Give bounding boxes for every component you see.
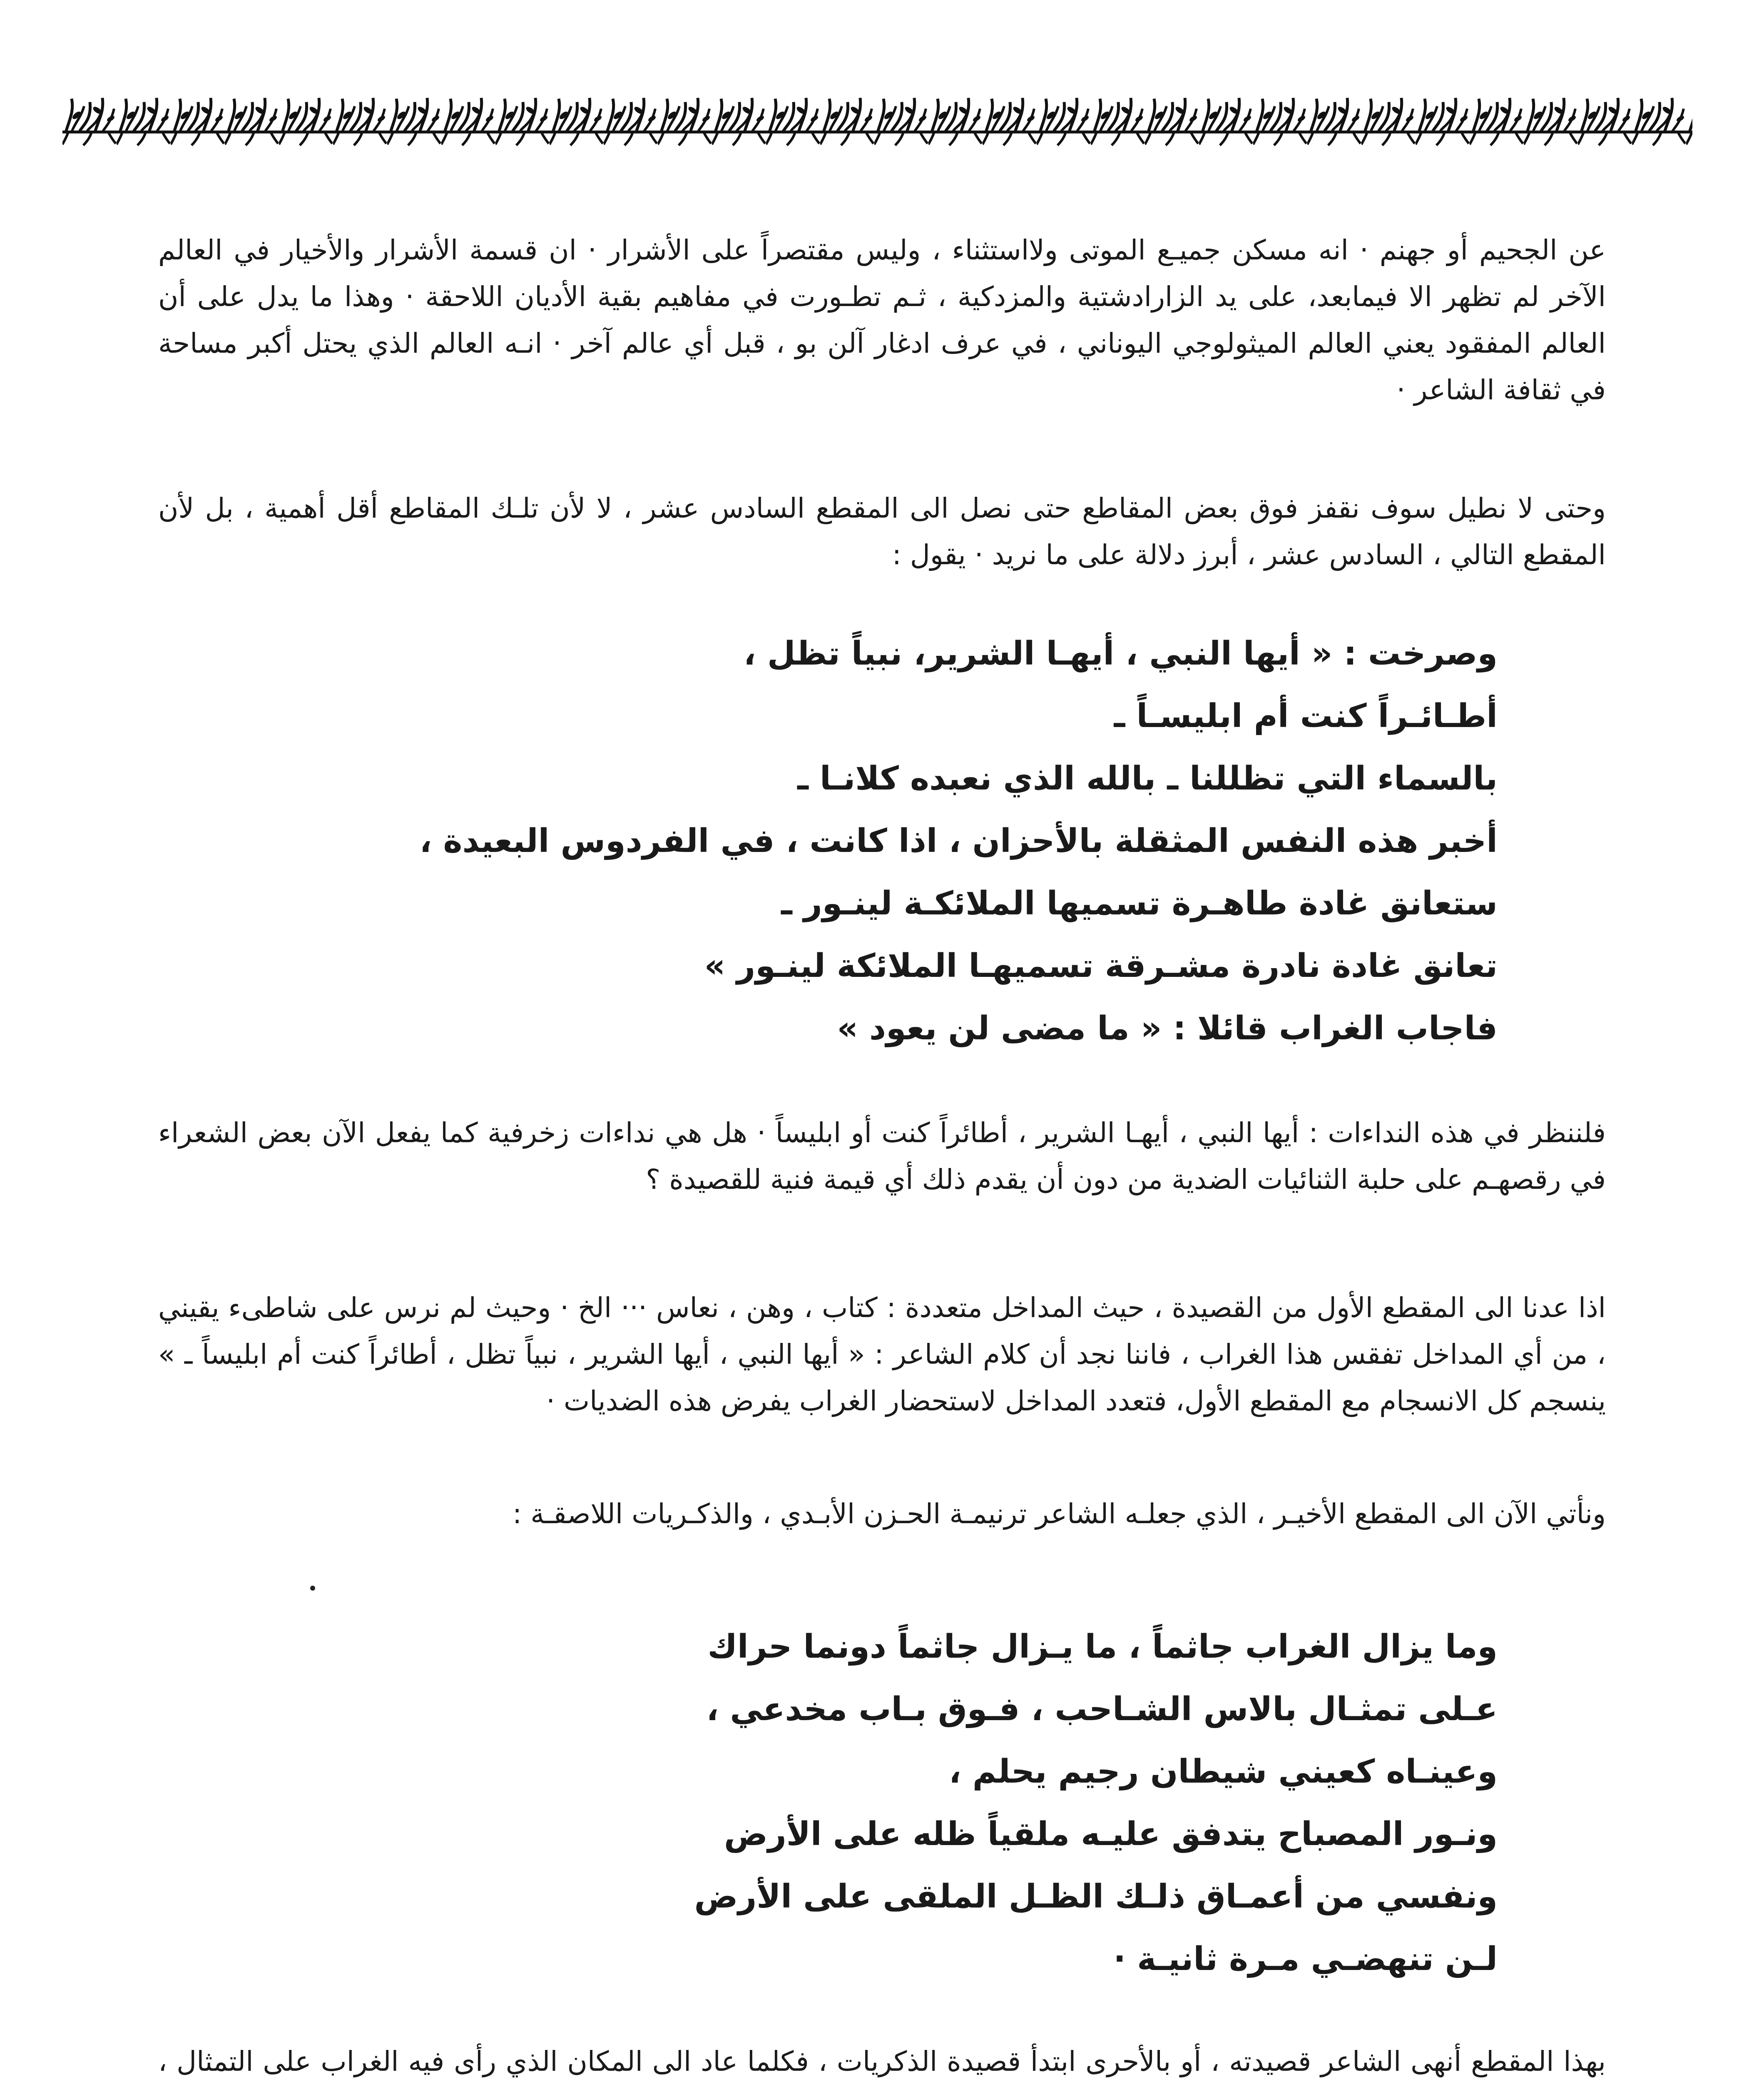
paragraph-text: بهذا المقطع أنهى الشاعر قصيدته ، أو بالأحرى ابتدأ قصيدة الذكريات ، فكلما عاد الى المكان الذي رأى فيه الغراب على التمثال ،: [158, 2045, 1606, 2077]
paragraph-2: [158, 485, 1606, 578]
stray-mark: [310, 1586, 315, 1591]
paragraph-text: اذا عدنا الى المقطع الأول من القصيدة ، حيث المداخل متعددة : كتاب ، وهن ، نعاس ··· الخ · وحيث لم نرس على شاطىء يقيني ، من أي المداخل تفقس هذا الغراب ، فاننا نجد أن كلام الشاعر : « أيها النبي ، أيها الشرير ، نبياً تظل ، أطائراً كنت أم ابليساً ـ » ينسجم كل الانسجام مع المقطع الأول، فتعدد المداخل لاستحضار الغراب يفرض هذه الضديات ·: [158, 1292, 1606, 1417]
poem-line: وصرخت : « أيها النبي ، أيهـا الشرير، نبياً تظل ،: [744, 635, 1498, 672]
poem-line: ونـور المصباح يتدفق عليـه ملقياً ظله على الأرض: [724, 1816, 1498, 1853]
paragraph-text: وحتى لا نطيل سوف نقفز فوق بعض المقاطع حتى نصل الى المقطع السادس عشر ، لا لأن تلـك المقاطع أقل أهمية ، بل لأن المقطع التالي ، السادس عشر ، أبرز دلالة على ما نريد · يقول :: [158, 492, 1606, 571]
poem-line: ستعانق غادة طاهـرة تسميها الملائكـة لينـور ـ: [781, 885, 1498, 922]
poem-line: وعينـاه كعيني شيطان رجيم يحلم ،: [949, 1753, 1498, 1791]
paragraph-text: عن الجحيم أو جهنم · انه مسكن جميـع الموتى ولااستثناء ، وليس مقتصراً على الأشرار · ان قسمة الأشرار والأخيار في العالم الآخر لم تظهر الا فيمابعد، على يد الزارادشتية والمزدكية ، ثـم تطـورت في مفاهيم بقية الأديان اللاحقة · وهذا ما يدل على أن العالم المفقود يعني العالم الميثولوجي اليوناني ، في عرف ادغار آلن بو ، قبل أي عالم آخر · انـه العالم الذي يحتل أكبر مساحة في ثقافة الشاعر ·: [158, 234, 1606, 406]
poem-stanza-16: [165, 623, 1498, 1060]
poem-line: تعانق غادة نادرة مشـرقة تسميهـا الملائكة لينـور »: [704, 947, 1498, 985]
poem-line: وما يزال الغراب جاثماً ، ما يـزال جاثماً دونما حراك: [707, 1628, 1498, 1666]
paragraph-text: ونأتي الآن الى المقطع الأخيـر ، الذي جعلـه الشاعر ترنيمـة الحـزن الأبـدي ، والذكـريات اللاصقـة :: [513, 1498, 1606, 1530]
poem-line: ونفسي من أعمـاق ذلـك الظـل الملقى على الأرض: [694, 1878, 1498, 1915]
poem-line: بالسماء التي تظللنا ـ بالله الذي نعبده كلانـا ـ: [797, 760, 1498, 797]
poem-final-stanza: [249, 1616, 1498, 1990]
paragraph-text: فلننظر في هذه النداءات : أيها النبي ، أيهـا الشرير ، أطائراً كنت أو ابليساً · هل هي نداءات زخرفية كما يفعل الآن بعض الشعراء في رقصهـم على حلبة الثنائيات الضدية من دون أن يقدم ذلك أي قيمة فنية للقصيدة ؟: [158, 1117, 1606, 1195]
poem-line: عـلى تمثـال بالاس الشـاحب ، فـوق بـاب مخدعي ،: [706, 1691, 1498, 1728]
paragraph-5: [158, 1491, 1606, 1537]
poem-line: لـن تنهضـي مـرة ثانيـة ·: [1113, 1940, 1498, 1978]
paragraph-3: [158, 1110, 1606, 1203]
poem-line: أخبر هذه النفس المثقلة بالأحزان ، اذا كانت ، في الفردوس البعيدة ،: [419, 822, 1498, 860]
poem-line: أطـائـراً كنت أم ابليسـاً ـ: [1114, 697, 1498, 735]
decorative-vine-border-icon: [62, 94, 1692, 148]
paragraph-6: [158, 2038, 1606, 2082]
poem-line: فاجاب الغراب قائلا : « ما مضى لن يعود »: [837, 1010, 1498, 1047]
paragraph-4: [158, 1285, 1606, 1425]
paragraph-1: [158, 227, 1606, 413]
